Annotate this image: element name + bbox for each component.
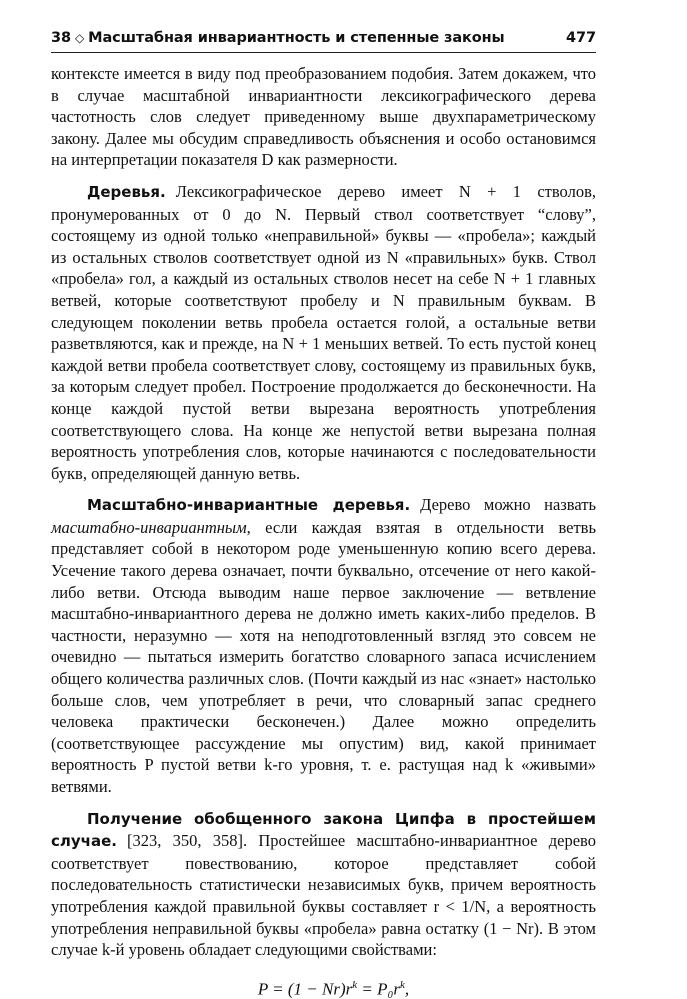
page-number: 477 — [566, 30, 596, 46]
scale-invariant-heading: Масштабно-инвариантные деревья. — [87, 496, 411, 515]
scale-italic-term: масштабно-инвариантным — [51, 517, 247, 537]
formula: $P = (1 - Nr)r^k = P_0r^k$, — [257, 978, 410, 999]
chapter-header — [51, 30, 509, 46]
chapter-title: Масштабная инвариантность и степенные законы — [88, 30, 505, 46]
zipf-paragraph — [51, 808, 596, 961]
zipf-heading: Получение обобщенного закона Ципфа в простейшем случае. — [51, 809, 596, 851]
chapter-number: 38 — [51, 30, 71, 46]
zipf-text: [323, 350, 358]. Простейшее масштабно-инвариантное дерево соответствует повествованию, которое представляет собой последовательность статистически независимых букв, причем вероятность употребления каждой правильной буквы составляет r < 1/N, а вероятность употребления неправильной буквы «пробела» равна остатку (1 − Nr). В этом случае k-й уровень обладает следующими свойствами: — [51, 831, 596, 960]
scale-text-after: , если каждая взятая в отдельности ветвь представляет собой в некотором роде уменьшенную копию всего дерева. Усечение такого дерева означает, почти буквально, отсечение от него какой-либо ветви. Отсюда выводим наше первое заключение — ветвление масштабно-инвариантного дерева не должно иметь каких-либо пределов. В частности, неразумно — хотя на неподготовленный взгляд это совсем не очевидно — пытаться измерить богатство словарного запаса исчислением общего количества различных слов. (Почти каждый из нас «знает» настолько больше слов, чем употребляет в речи, что словарный запас среднего человека практически бесконечен.) Далее можно определить (соответствующее рассуждение мы опустим) вид, какой принимает вероятность P пустой ветви k-го уровня, т. е. растущая над k «живыми» ветвями. — [51, 517, 596, 796]
trees-paragraph — [51, 181, 596, 484]
trees-heading: Деревья. — [87, 182, 166, 201]
intro-paragraph: контексте имеется в виду под преобразованием подобия. Затем докажем, что в случае масштабной инвариантности лексикографического дерева частотность слов следует приведенному выше двухпараметрическому закону. Далее мы обсудим справедливость объяснения и особо остановимся на интерпретации показателя D как размерности. — [51, 64, 596, 170]
scale-invariant-paragraph — [51, 494, 596, 797]
scale-text-before: Дерево можно назвать — [420, 495, 596, 515]
diamond-icon: ◇ — [74, 31, 85, 45]
trees-text: Лексикографическое дерево имеет N + 1 стволов, пронумерованных от 0 до N. Первый ствол соответствует “слову”, состоящему из одной только «неправильной» буквы — «пробела»; каждый из остальных стволов соответствует одной из N «правильных» букв. Ствол «пробела» гол, а каждый из остальных стволов несет на себе N + 1 главных ветвей, которые соответствуют пробелу и N правильным буквам. В следующем поколении ветвь пробела остается голой, а остальные ветви разветвляются, как и прежде, на N + 1 меньших ветвей. То есть пустой конец каждой ветви пробела соответствует слову, состоящему из правильных букв, за которым следует пробел. Построение продолжается до бесконечности. На конце каждой пустой ветви вырезана вероятность употребления соответствующего слова. На конце же непустой ветви вырезана полная вероятность употребления слов, которые начинаются с последовательности букв, определяющей данную ветвь. — [51, 181, 596, 483]
running-head — [51, 30, 596, 53]
